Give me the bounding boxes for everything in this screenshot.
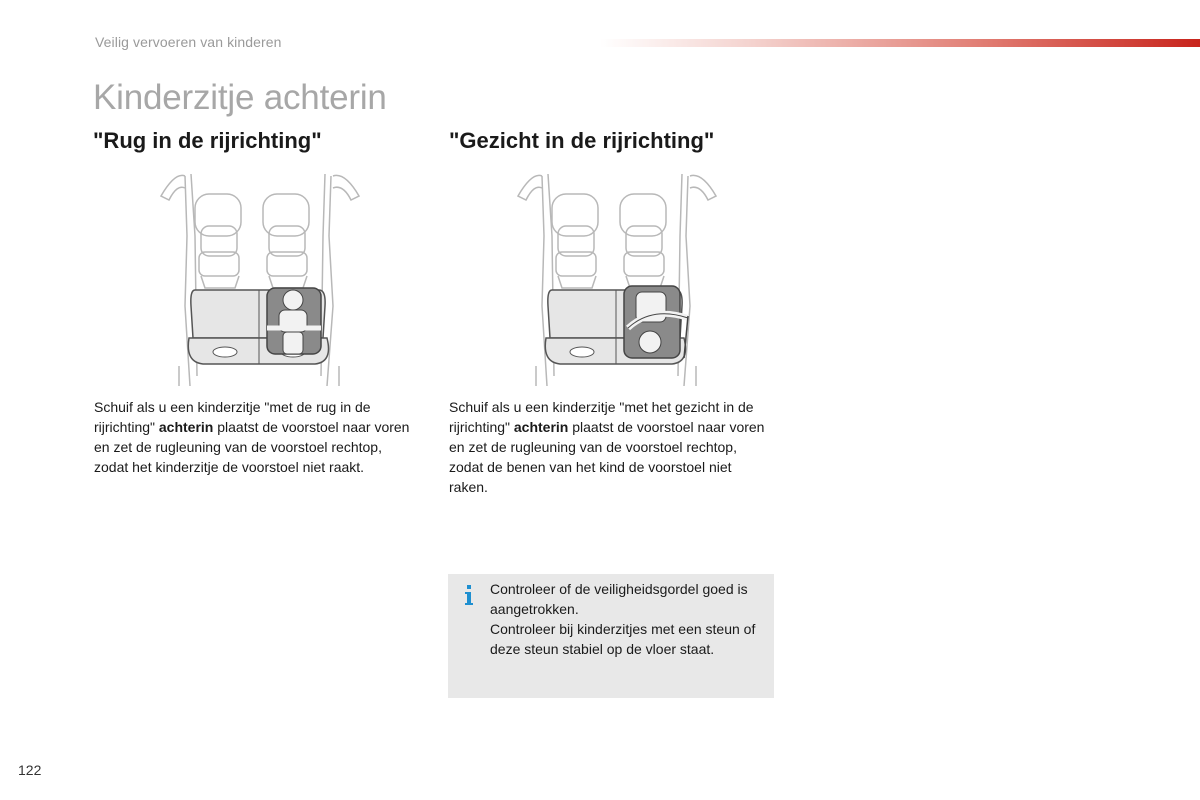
forward-facing-seat-illustration [512,166,720,388]
info-text [490,579,766,659]
header-accent-bar [600,39,1200,47]
instruction-text: plaatst de voorstoel naar voren en zet de rugleuning van de voorstoel rechtop, zodat de benen van het kind de voorstoel niet raken. [449,419,765,495]
instruction-text: Schuif als u een kinderzitje "met de rug in de rijrichting" [94,399,371,435]
info-box [448,574,774,698]
instruction-text: plaatst de voorstoel naar voren en zet de rugleuning van de voorstoel rechtop, zodat het kinderzitje de voorstoel niet raakt. [94,419,410,475]
instruction-bold: achterin [513,419,569,435]
forward-facing-instructions [449,397,774,497]
info-line: Controleer of de veiligheidsgordel goed is aangetrokken. [490,581,748,617]
rear-facing-instructions [94,397,419,477]
instruction-text: Schuif als u een kinderzitje "met het gezicht in de rijrichting" [449,399,754,435]
instruction-bold: achterin [158,419,214,435]
rear-facing-seat-illustration [155,166,363,388]
section-title: Veilig vervoeren van kinderen [95,34,282,50]
heading-rear-facing: "Rug in de rijrichting" [93,128,322,153]
info-line: Controleer bij kinderzitjes met een steun of deze steun stabiel op de vloer staat. [490,621,756,657]
info-icon [462,584,476,606]
page-number: 122 [18,762,42,778]
page-title: Kinderzitje achterin [93,78,387,117]
heading-forward-facing: "Gezicht in de rijrichting" [449,128,715,153]
